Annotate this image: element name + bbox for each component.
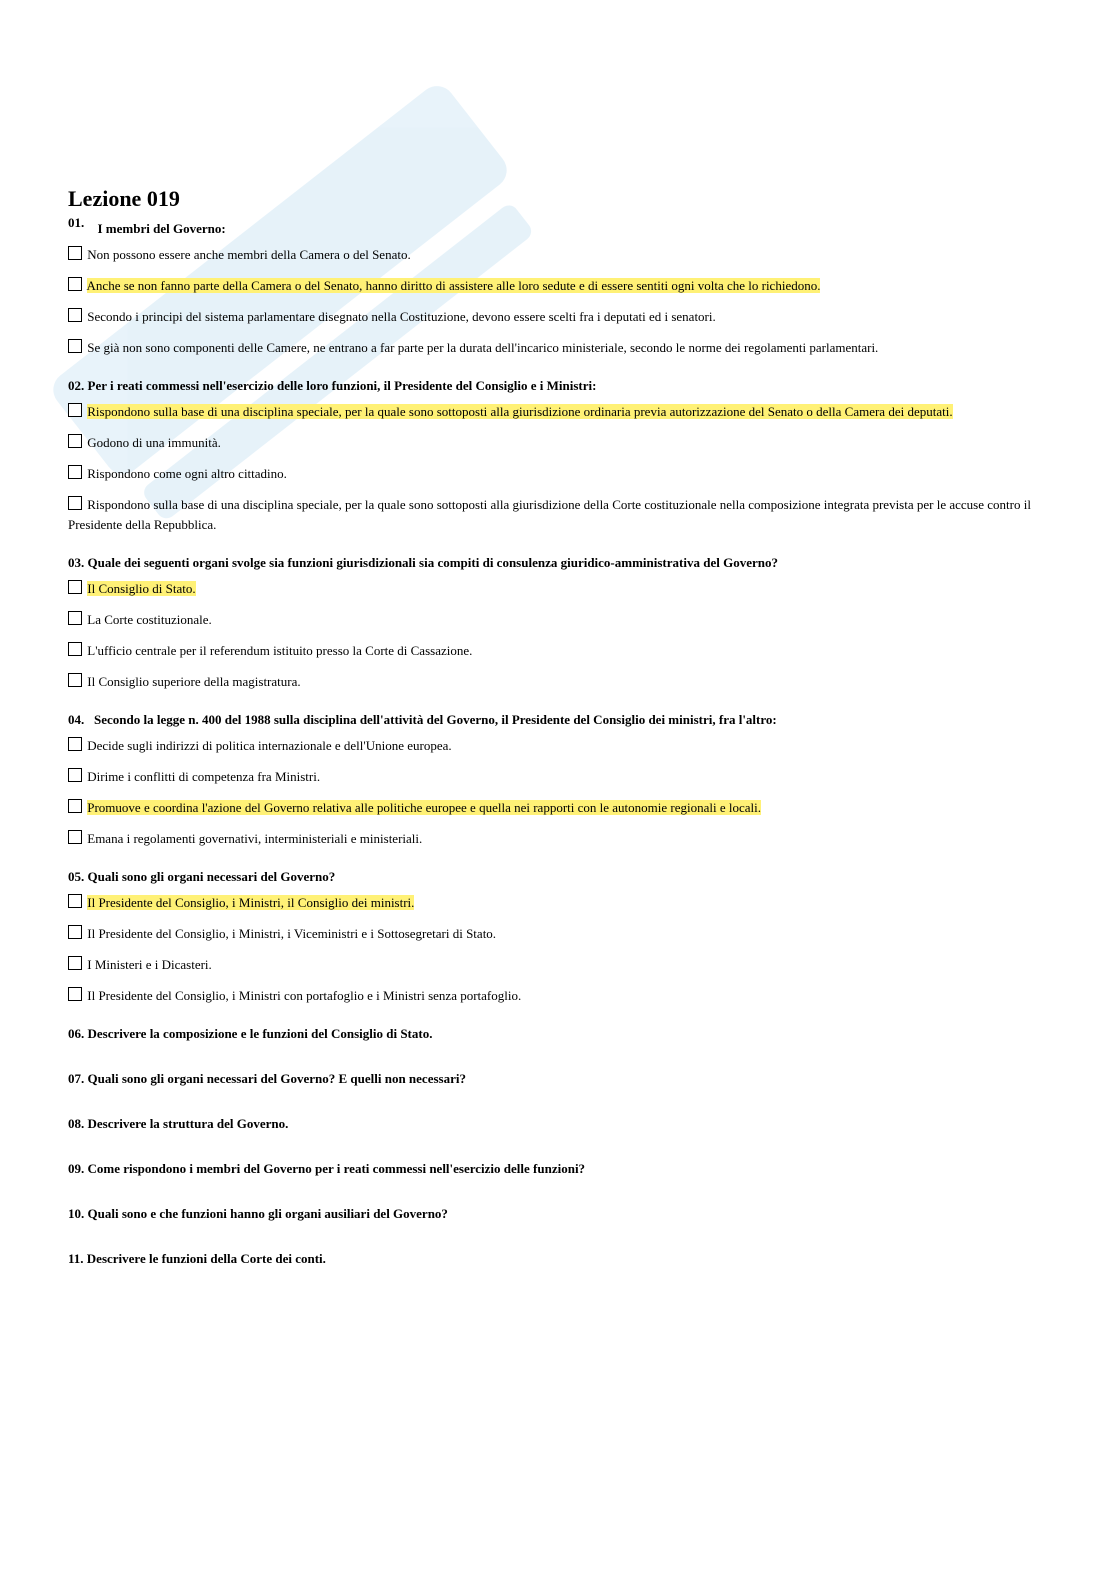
answer-option <box>68 464 1058 484</box>
question-number: 04. <box>68 712 85 727</box>
answer-checkbox[interactable] <box>68 830 82 844</box>
answer-option <box>68 672 1058 692</box>
open-question-08: 08. Descrivere la struttura del Governo. <box>68 1116 289 1131</box>
question-text <box>68 711 1058 729</box>
answer-checkbox[interactable] <box>68 987 82 1001</box>
answer-text: L'ufficio centrale per il referendum istituito presso la Corte di Cassazione. <box>87 643 473 658</box>
multiple-choice-questions <box>68 215 1058 1006</box>
open-question-09: 09. Come rispondono i membri del Governo per i reati commessi nell'esercizio delle funzioni? <box>68 1161 586 1176</box>
answer-checkbox[interactable] <box>68 673 82 687</box>
answer-checkbox[interactable] <box>68 277 82 291</box>
answer-text: Godono di una immunità. <box>87 435 221 450</box>
answer-option <box>68 641 1058 661</box>
open-question-11: 11. Descrivere le funzioni della Corte dei conti. <box>68 1251 326 1266</box>
open-question-10: 10. Quali sono e che funzioni hanno gli organi ausiliari del Governo? <box>68 1206 448 1221</box>
answer-checkbox[interactable] <box>68 246 82 260</box>
answer-text: La Corte costituzionale. <box>87 612 212 627</box>
answer-option <box>68 767 1058 787</box>
question-number: 05. <box>68 869 85 884</box>
question-04 <box>68 711 1058 849</box>
document-content <box>68 186 1058 1295</box>
answer-text: Secondo i principi del sistema parlamentare disegnato nella Costituzione, devono essere scelti fra i deputati ed i senatori. <box>87 309 716 324</box>
answer-text: Il Consiglio di Stato. <box>87 581 196 596</box>
answer-text: Dirime i conflitti di competenza fra Ministri. <box>87 769 321 784</box>
answer-option-highlighted <box>68 798 1058 818</box>
answer-text: Il Presidente del Consiglio, i Ministri, i Viceministri e i Sottosegretari di Stato. <box>87 926 497 941</box>
question-text <box>68 215 1058 238</box>
answer-option <box>68 307 1058 327</box>
answer-option <box>68 245 1058 265</box>
answer-option <box>68 495 1058 535</box>
answer-option <box>68 433 1058 453</box>
answer-option <box>68 610 1058 630</box>
question-label: Quale dei seguenti organi svolge sia funzioni giurisdizionali sia compiti di consulenza giuridico-amministrativa del Governo? <box>87 555 778 570</box>
answer-text: Il Presidente del Consiglio, i Ministri con portafoglio e i Ministri senza portafoglio. <box>87 988 522 1003</box>
answer-checkbox[interactable] <box>68 434 82 448</box>
answer-option-highlighted <box>68 893 1058 913</box>
answer-checkbox[interactable] <box>68 894 82 908</box>
question-label: I membri del Governo: <box>97 221 226 236</box>
open-questions <box>68 1025 1058 1268</box>
answer-text: Il Consiglio superiore della magistratura. <box>87 674 301 689</box>
question-number: 01. <box>68 215 85 230</box>
answer-text: Decide sugli indirizzi di politica internazionale e dell'Unione europea. <box>87 738 452 753</box>
answer-option-highlighted <box>68 276 1058 296</box>
answer-text: Promuove e coordina l'azione del Governo relativa alle politiche europee e quella nei rapporti con le autonomie regionali e locali. <box>87 800 761 815</box>
answer-text: Rispondono come ogni altro cittadino. <box>87 466 287 481</box>
answer-text: Non possono essere anche membri della Camera o del Senato. <box>87 247 411 262</box>
answer-checkbox[interactable] <box>68 339 82 353</box>
question-number: 02. <box>68 378 85 393</box>
question-01 <box>68 215 1058 358</box>
answer-checkbox[interactable] <box>68 799 82 813</box>
answer-checkbox[interactable] <box>68 956 82 970</box>
answer-checkbox[interactable] <box>68 768 82 782</box>
answer-text: Emana i regolamenti governativi, interministeriali e ministeriali. <box>87 831 423 846</box>
answer-checkbox[interactable] <box>68 611 82 625</box>
answer-checkbox[interactable] <box>68 403 82 417</box>
question-text <box>68 554 1058 572</box>
answer-option <box>68 986 1058 1006</box>
question-02 <box>68 377 1058 535</box>
answer-option <box>68 955 1058 975</box>
answer-option-highlighted <box>68 579 1058 599</box>
answer-text: I Ministeri e i Dicasteri. <box>87 957 212 972</box>
page-title: Lezione 019 <box>68 186 180 211</box>
answer-checkbox[interactable] <box>68 496 82 510</box>
answer-checkbox[interactable] <box>68 308 82 322</box>
question-label: Secondo la legge n. 400 del 1988 sulla disciplina dell'attività del Governo, il Presidente del Consiglio dei ministri, fra l'altro: <box>94 712 777 727</box>
question-label: Per i reati commessi nell'esercizio delle loro funzioni, il Presidente del Consiglio e i Ministri: <box>87 378 597 393</box>
answer-option <box>68 736 1058 756</box>
answer-option <box>68 924 1058 944</box>
open-question-06: 06. Descrivere la composizione e le funzioni del Consiglio di Stato. <box>68 1026 433 1041</box>
answer-text: Rispondono sulla base di una disciplina speciale, per la quale sono sottoposti alla giurisdizione ordinaria previa autorizzazione del Senato o della Camera dei deputati. <box>87 404 953 419</box>
question-05 <box>68 868 1058 1006</box>
answer-checkbox[interactable] <box>68 580 82 594</box>
question-label: Quali sono gli organi necessari del Governo? <box>87 869 336 884</box>
answer-checkbox[interactable] <box>68 925 82 939</box>
answer-option <box>68 338 1058 358</box>
answer-checkbox[interactable] <box>68 737 82 751</box>
answer-text: Se già non sono componenti delle Camere, ne entrano a far parte per la durata dell'incarico ministeriale, secondo le norme dei regolamenti parlamentari. <box>87 340 879 355</box>
question-text <box>68 377 1058 395</box>
question-text <box>68 868 1058 886</box>
open-question-07: 07. Quali sono gli organi necessari del Governo? E quelli non necessari? <box>68 1071 466 1086</box>
answer-checkbox[interactable] <box>68 465 82 479</box>
answer-text: Rispondono sulla base di una disciplina speciale, per la quale sono sottoposti alla giurisdizione della Corte costituzionale nella composizione integrata prevista per le accuse contro il Presidente della Repubblica. <box>68 497 1031 532</box>
question-number: 03. <box>68 555 85 570</box>
answer-option <box>68 829 1058 849</box>
answer-checkbox[interactable] <box>68 642 82 656</box>
answer-option-highlighted <box>68 402 1058 422</box>
question-03 <box>68 554 1058 692</box>
answer-text: Il Presidente del Consiglio, i Ministri, il Consiglio dei ministri. <box>87 895 415 910</box>
answer-text: Anche se non fanno parte della Camera o del Senato, hanno diritto di assistere alle loro sedute e di essere sentiti ogni volta che lo richiedono. <box>86 278 821 293</box>
